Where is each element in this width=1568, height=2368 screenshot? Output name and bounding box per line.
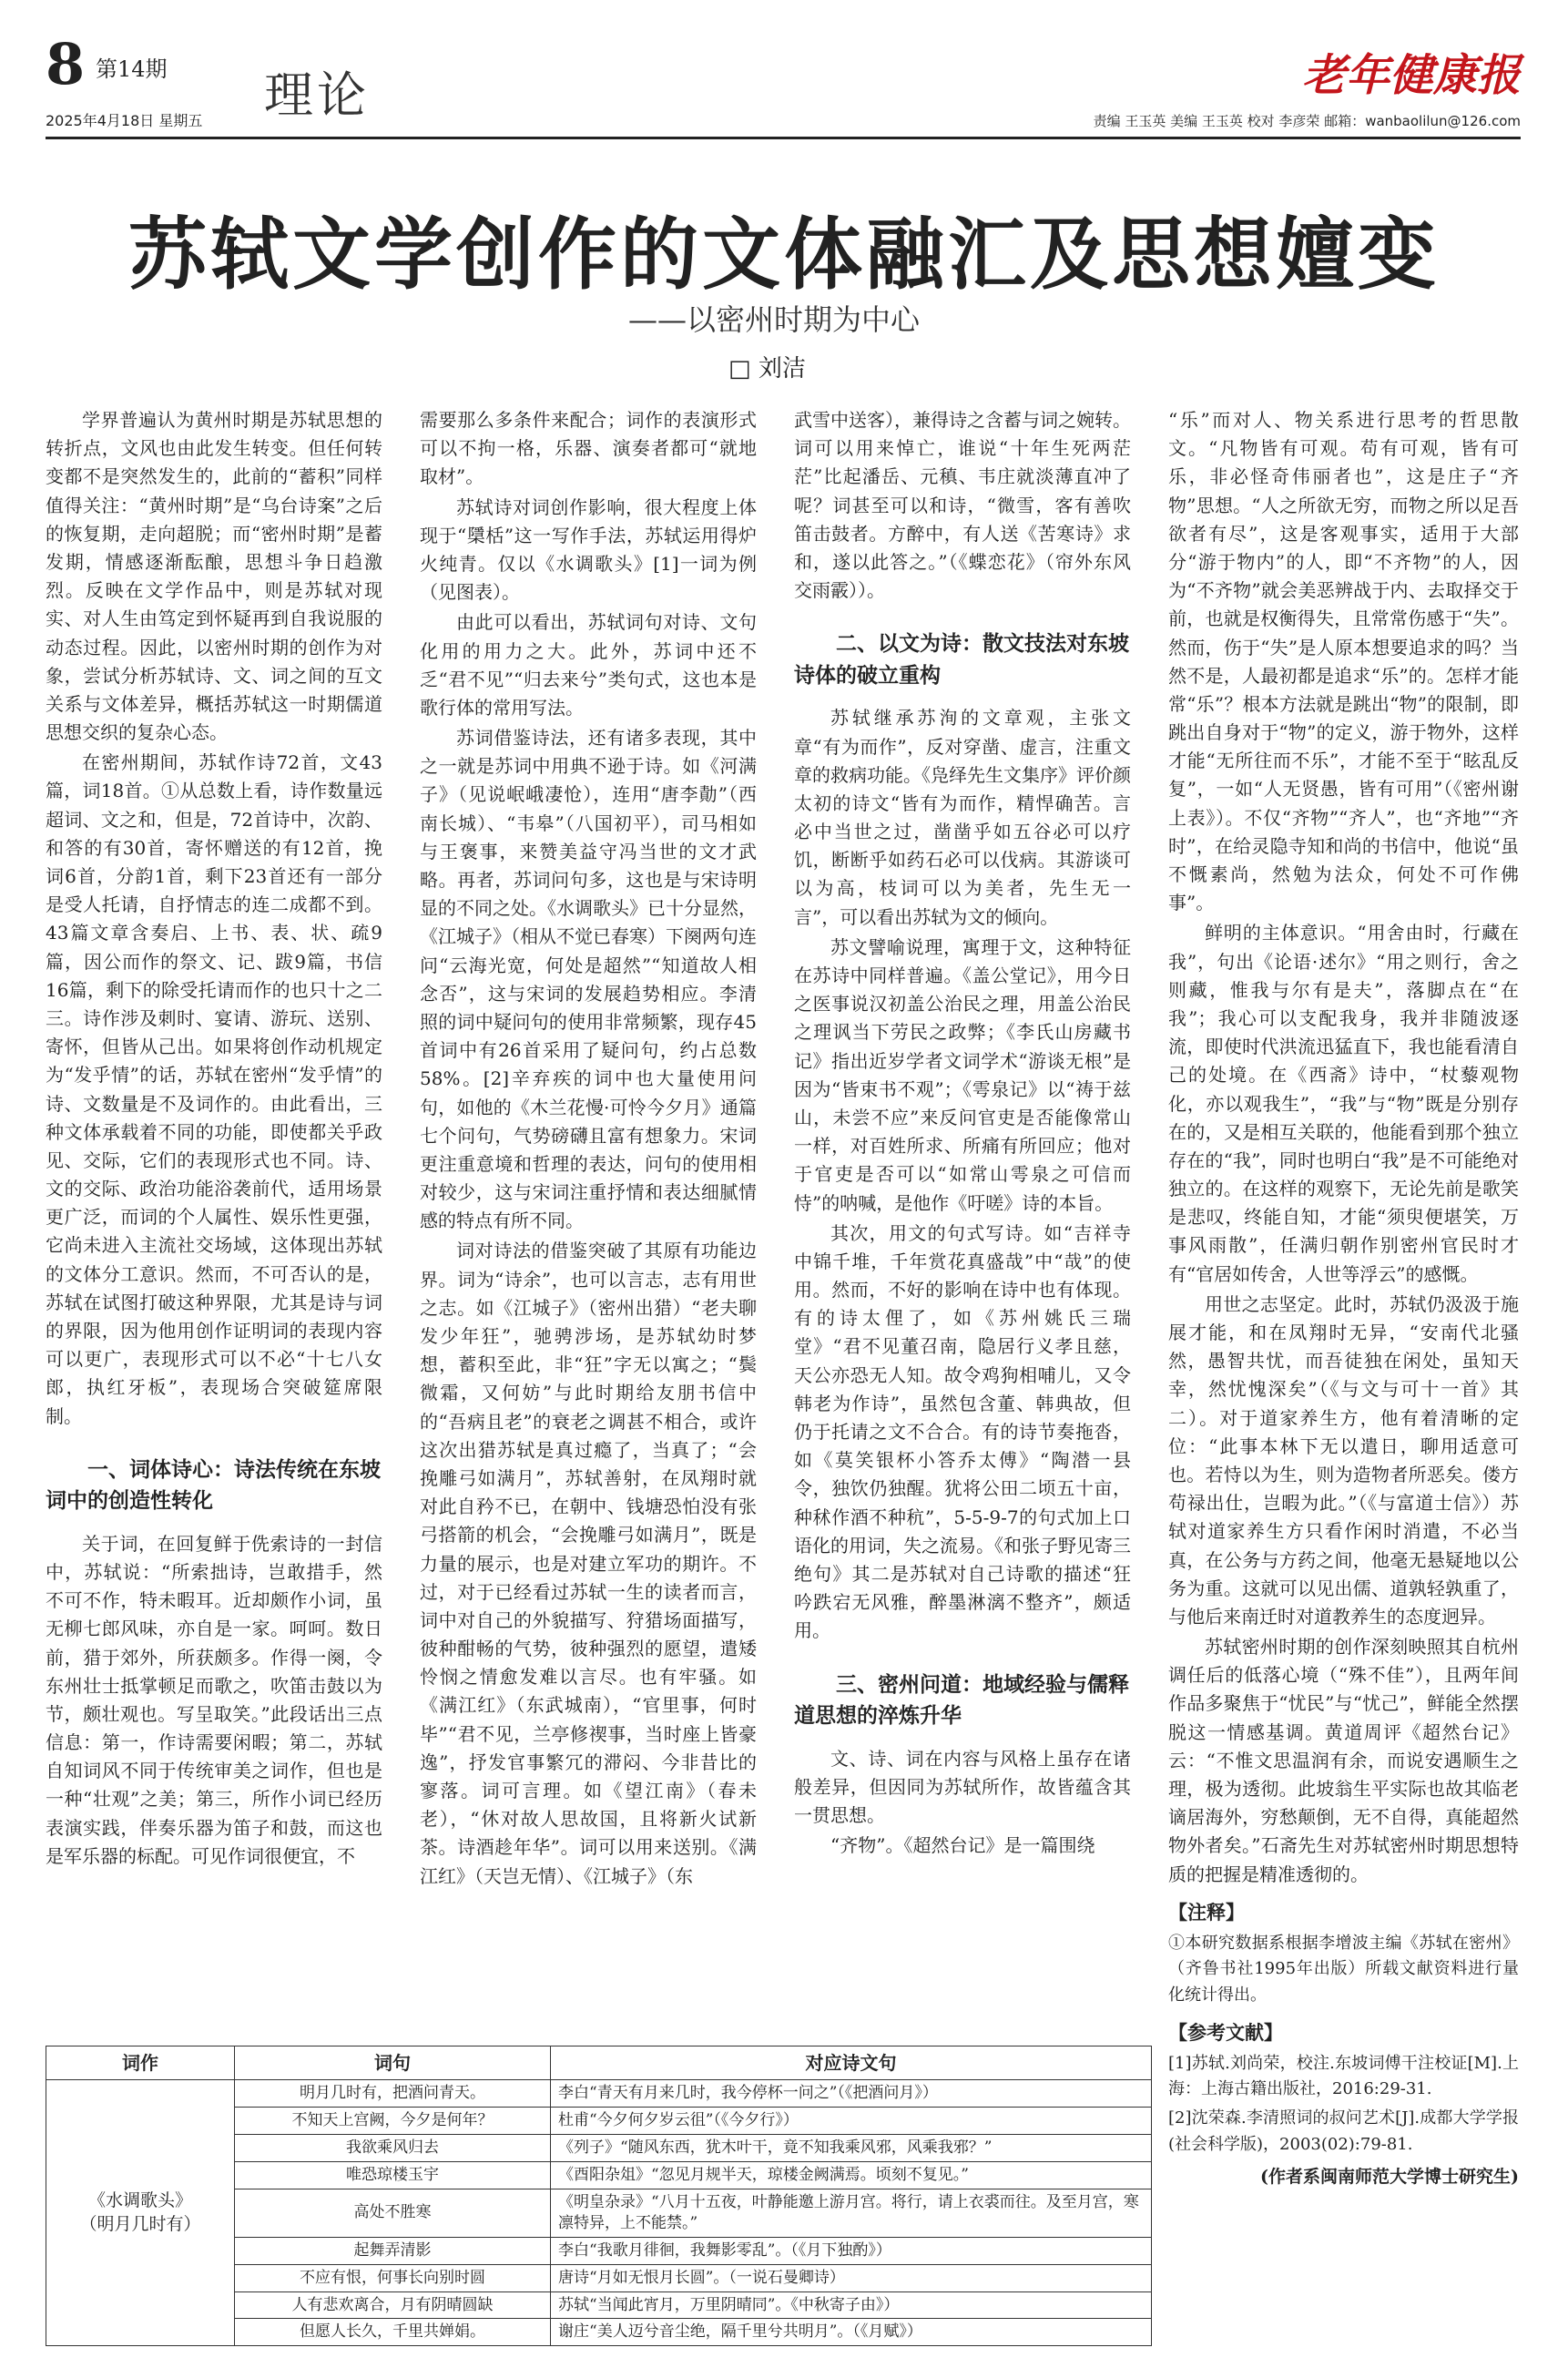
source-cell: 唐诗“月如无恨月长圆”。（一说石曼卿诗） bbox=[551, 2264, 1152, 2291]
reference-item: [2]沈荣森.李清照词的叔问艺术[J].成都大学学报(社会科学版)，2003(02):79-81. bbox=[1168, 2108, 1519, 2155]
paragraph: 苏轼密州时期的创作深刻映照其自杭州调任后的低落心境（“殊不佳”），且两年间作品多聚焦于“忧民”与“忧己”，鲜能全然摆脱这一情感基调。黄道周评《超然台记》云：“不惟文思温润有余，而说安遇顺生之理，极为透彻。此坡翁生平实际也故其临老谪居海外，穷愁颠倒，无不自得，真能超然物外者矣。”石斋先生对苏轼密州时期思想特质的把握是精准透彻的。 bbox=[1168, 1636, 1519, 1885]
column-2 bbox=[420, 406, 757, 1893]
author-affiliation: (作者系闽南师范大学博士研究生) bbox=[1260, 2166, 1519, 2187]
column-3 bbox=[794, 406, 1131, 1862]
lyric-cell: 高处不胜寒 bbox=[235, 2189, 551, 2237]
source-cell: 《酉阳杂俎》“忽见月规半天，琼楼金阙满焉。顷刻不复见。” bbox=[551, 2161, 1152, 2189]
editor-credits: 责编 王玉英 美编 王玉英 校对 李彦荣 邮箱：wanbaolilun@126.com bbox=[1093, 113, 1521, 129]
paragraph: 学界普遍认为黄州时期是苏轼思想的转折点，文风也由此发生转变。但任何转变都不是突然发生的，此前的“蓄积”同样值得关注：“黄州时期”是“乌台诗案”之后的恢复期，走向超脱；而“密州时期”是蓄发期，情感逐渐酝酿，思想斗争日趋激烈。反映在文学作品中，则是苏轼对现实、对人生由笃定到怀疑再到自我说服的动态过程。因此，以密州时期的创作为对象，尝试分析苏轼诗、文、词之间的互文关系与文体差异，概括苏轼这一时期儒道思想交织的复杂心态。 bbox=[46, 409, 382, 744]
work-title-cell: 《水调歌头》 （明月几时有） bbox=[46, 2080, 235, 2346]
paragraph: 苏词借鉴诗法，还有诸多表现，其中之一就是苏词中用典不逊于诗。如《河满子》（见说岷峨凄怆），连用“唐李勣”（西南长城）、“韦皋”（八国初平），司马相如与王褒事，来赞美益守冯当世的文才武略。再者，苏词问句多，这也是与宋诗明显的不同之处。《水调歌头》已十分显然，《江城子》（相从不觉已春寒）下阕两句连问“云海光宽，何处是超然”“知道故人相念否”，这与宋词的发展趋势相应。李清照的词中疑问句的使用非常频繁，现存45首词中有26首采用了疑问句，约占总数58%。[2]辛弃疾的词中也大量使用问句，如他的《木兰花慢·可怜今夕月》通篇七个问句，气势磅礴且富有想象力。宋词更注重意境和哲理的表达，问句的使用相对较少，这与宋词注重抒情和表达细腻情感的特点有所不同。 bbox=[420, 727, 757, 1232]
header-divider bbox=[46, 137, 1521, 139]
section-heading-3: 三、密州问道：地域经验与儒释道思想的淬炼升华 bbox=[794, 1672, 1129, 1728]
newspaper-logo: 老年健康报 bbox=[1301, 50, 1521, 101]
reference-item: [1]苏轼.刘尚荣，校注.东坡词傅干注校证[M].上海：上海古籍出版社，2016:29-31. bbox=[1168, 2053, 1519, 2099]
paragraph: 关于词，在回复鲜于侁索诗的一封信中，苏轼说：“所索拙诗，岂敢措手，然不可不作，特未暇耳。近却颇作小词，虽无柳七郎风味，亦自是一家。呵呵。数日前，猎于郊外，所获颇多。作得一阕，令东州壮士抵掌顿足而歌之，吹笛击鼓以为节，颇壮观也。写呈取笑。”此段话出三点信息：第一，作诗需要闲暇；第二，苏轼自知词风不同于传统审美之词作，但也是一种“壮观”之美；第三，所作小词已经历表演实践，伴奏乐器为笛子和鼓，而这也是军乐器的标配。可见作词很便宜，不 bbox=[46, 1532, 382, 1867]
note-item: ①本研究数据系根据李增波主编《苏轼在密州》（齐鲁书社1995年出版）所载文献资料进行量化统计得出。 bbox=[1168, 1933, 1519, 2006]
lyric-cell: 不应有恨，何事长向别时圆 bbox=[235, 2264, 551, 2291]
lyric-cell: 唯恐琼楼玉宇 bbox=[235, 2161, 551, 2189]
column-header: 词句 bbox=[235, 2046, 551, 2080]
page-header bbox=[46, 31, 1521, 129]
section-title: 理论 bbox=[264, 66, 370, 124]
source-cell: 李白“青天有月来几时，我今停杯一问之”（《把酒问月》） bbox=[551, 2080, 1152, 2108]
source-cell: 谢庄“美人迈兮音尘绝，隔千里兮共明月”。（《月赋》） bbox=[551, 2319, 1152, 2346]
source-cell: 《列子》“随风东西，犹木叶干，竟不知我乘风邪，风乘我邪？” bbox=[551, 2134, 1152, 2161]
column-4 bbox=[1168, 406, 1519, 2190]
lyric-cell: 不知天上宫阙，今夕是何年？ bbox=[235, 2107, 551, 2134]
section-heading-1: 一、词体诗心：诗法传统在东坡词中的创造性转化 bbox=[46, 1457, 381, 1514]
lyric-cell: 但愿人长久，千里共婵娟。 bbox=[235, 2319, 551, 2346]
lyric-cell: 人有悲欢离合，月有阴晴圆缺 bbox=[235, 2291, 551, 2319]
column-1 bbox=[46, 406, 382, 1873]
source-cell: 杜甫“今夕何夕岁云徂”（《今夕行》） bbox=[551, 2107, 1152, 2134]
page-number: 8 bbox=[46, 31, 86, 97]
article-author: □ 刘洁 bbox=[728, 355, 806, 383]
issue-date: 2025年4月18日 星期五 bbox=[46, 112, 203, 129]
column-header: 对应诗文句 bbox=[551, 2046, 1152, 2080]
source-cell: 苏轼“当闻此宵月，万里阴晴同”。《中秋寄子由》） bbox=[551, 2291, 1152, 2319]
paragraph: 需要那么多条件来配合；词作的表演形式可以不拘一格，乐器、演奏者都可“就地取材”。 bbox=[420, 409, 757, 488]
lyric-cell: 起舞弄清影 bbox=[235, 2237, 551, 2264]
section-heading-2: 二、以文为诗：散文技法对东坡诗体的破立重构 bbox=[794, 632, 1129, 688]
source-cell: 《明皇杂录》“八月十五夜，叶静能邀上游月宫。将行，请上衣裘而往。及至月宫，寒凛特异，上不能禁。” bbox=[551, 2189, 1152, 2237]
paragraph: 苏轼继承苏洵的文章观，主张文章“有为而作”，反对穿凿、虚言，注重文章的救病功能。《凫绎先生文集序》评价颜太初的诗文“皆有为而作，精悍确苦。言必中当世之过，凿凿乎如五谷必可以疗饥，断断乎如药石必可以伐病。其游谈可以为高，枝词可以为美者，先生无一言”，可以看出苏轼为文的倾向。 bbox=[794, 707, 1131, 928]
paragraph: 苏轼诗对词创作影响，很大程度上体现于“檃栝”这一写作手法，苏轼运用得炉火纯青。仅以《水调歌头》[1]一词为例（见图表）。 bbox=[420, 495, 757, 604]
paragraph: 用世之志坚定。此时，苏轼仍汲汲于施展才能，和在凤翔时无异，“安南代北骚然，愚智共忧，而吾徒独在闲处，虽知天幸，然忧愧深矣”（《与文与可十一首》其二）。对于道家养生方，他有着清晰的定位：“此事本林下无以遣日，聊用适意可也。若恃以为生，则为造物者所恶矣。偻方苟禄出仕，岂暇为此。”（《与富道士信》）苏轼对道家养生方只看作闲时消遣，不必当真，在公务与方药之间，他毫无悬疑地以公务为重。这就可以见出儒、道孰轻孰重了，与他后来南迁时对道教养生的态度迥异。 bbox=[1168, 1292, 1519, 1628]
table-header-row bbox=[46, 2046, 1152, 2080]
paragraph: “乐”而对人、物关系进行思考的哲思散文。“凡物皆有可观。苟有可观，皆有可乐，非必怪奇伟丽者也”，这是庄子“齐物”思想。“人之所欲无穷，而物之所以足吾欲者有尽”，这是客观事实，适用于大部分“游于物内”的人，即“不齐物”的人，因为“不齐物”就会美恶辨战于内、去取择交于前，也就是权衡得失，且常常伤感于“失”。然而，伤于“失”是人原本想要追求的吗？当然不是，人最初都是追求“乐”的。怎样才能常“乐”？根本方法就是跳出“物”的限制，即跳出自身对于“物”的定义，游于物外，这样才能“无所往而不乐”，才能不至于“眩乱反复”，一如“人无贤愚，皆有可用”（《密州谢上表》）。不仅“齐物”“齐人”，也“齐地”“齐时”，在给灵隐寺知和尚的书信中，他说“虽不慨素尚，然勉为法众，何处不可作佛事”。 bbox=[1168, 409, 1519, 914]
source-cell: 李白“我歌月徘徊，我舞影零乱”。（《月下独酌》） bbox=[551, 2237, 1152, 2264]
table-row bbox=[46, 2080, 1152, 2108]
table-body bbox=[46, 2080, 1152, 2346]
paragraph: 武雪中送客），兼得诗之含蓄与词之婉转。词可以用来悼亡，谁说“十年生死两茫茫”比起潘岳、元稹、韦庄就淡薄直冲了呢？词甚至可以和诗，“微雪，客有善吹笛击鼓者。方醉中，有人送《苦寒诗》求和，遂以此答之。”（《蝶恋花》（帘外东风交雨霰））。 bbox=[794, 409, 1131, 602]
lyric-cell: 明月几时有，把酒问青天。 bbox=[235, 2080, 551, 2108]
references-title: 【参考文献】 bbox=[1168, 2021, 1283, 2044]
issue-number: 第14期 bbox=[96, 56, 168, 82]
paragraph: “齐物”。《超然台记》是一篇围绕 bbox=[830, 1834, 1095, 1857]
notes-title: 【注释】 bbox=[1168, 1901, 1245, 1924]
paragraph: 苏文譬喻说理，寓理于文，这种特征在苏诗中同样普遍。《盖公堂记》，用今日之医事说汉初盖公治民之理，用盖公治民之理讽当下劳民之政弊；《李氏山房藏书记》指出近岁学者文词学术“游谈无根”是因为“皆束书不观”；《雩泉记》以“祷于兹山，未尝不应”来反问官吏是否能像常山一样，对百姓所求、所痛有所回应；他对于官吏是否可以“如常山雩泉之可信而恃”的呐喊，是他作《吁嗟》诗的本旨。 bbox=[794, 935, 1131, 1214]
paragraph: 鲜明的主体意识。“用舍由时，行藏在我”，句出《论语·述尔》“用之则行，舍之则藏，惟我与尔有是夫”，落脚点在“在我”；我心可以支配我身，我并非随波逐流，即使时代洪流迅猛直下，我也能看清自己的处境。在《西斋》诗中，“杖藜观物化，亦以观我生”，“我”与“物”既是分别存在的，又是相互关联的，他能看到那个独立存在的“我”，同时也明白“我”是不可能绝对独立的。在这样的观察下，无论先前是歌笑是悲叹，终能自知，才能“须臾便堪笑，万事风雨散”，任满归朝作别密州官民时才有“官居如传舍，人世等浮云”的感慨。 bbox=[1168, 922, 1519, 1285]
article-subtitle: ——以密州时期为中心 bbox=[628, 302, 921, 337]
paragraph: 其次，用文的句式写诗。如“吉祥寺中锦千堆，千年赏花真盛哉”中“哉”的使用。然而，不好的影响在诗中也有体现。有的诗太俚了，如《苏州姚氏三瑞堂》“君不见董召南，隐居行义孝且慈，天公亦恐无人知。故令鸡狗相哺儿，又令韩老为作诗”，虽然包含董、韩典故，但仍于托请之文不合合。有的诗节奏拖沓，如《莫笑银杯小答乔太傅》“陶潜一县令，独饮仍独醒。犹将公田二顷五十亩，种秫作酒不种秔”，5-5-9-7的句式加上口语化的用词，失之流易。《和张子野见寄三绝句》其二是苏轼对自己诗歌的描述“狂吟跌宕无风雅，醉墨淋漓不整齐”，颇适用。 bbox=[794, 1221, 1131, 1642]
column-header: 词作 bbox=[46, 2046, 235, 2080]
paragraph: 词对诗法的借鉴突破了其原有功能边界。词为“诗余”，也可以言志，志有用世之志。如《江城子》（密州出猎）“老夫聊发少年狂”，驰骋涉场，是苏轼幼时梦想，蓄积至此，非“狂”字无以寓之；“鬓微霜，又何妨”与此时期给友朋书信中的“吾病且老”的衰老之调甚不相合，或许这次出猎苏轼是真过瘾了，当真了；“会挽雕弓如满月”，苏轼善射，在凤翔时就对此自矜不已，在朝中、钱塘恐怕没有张弓搭箭的机会，“会挽雕弓如满月”，既是力量的展示，也是对建立军功的期许。不过，对于已经看过苏轼一生的读者而言，词中对自己的外貌描写、狩猎场面描写，彼种酣畅的气势，彼种强烈的愿望，遣矮怜悯之情愈发难以言尽。也有牢骚。如《满江红》（东武城南），“官里事，何时毕”“君不见，兰亭修禊事，当时座上皆豪逸”，抒发官事繁冗的滞闷、今非昔比的寥落。词可言理。如《望江南》（春未老），“休对故人思故国，且将新火试新茶。诗酒趁年华”。词可以用来送别。《满江红》（天岂无情）、《江城子》（东 bbox=[420, 1240, 757, 1887]
article-title: 苏轼文学创作的文体融汇及思想嬗变 bbox=[128, 209, 1440, 301]
comparison-table bbox=[46, 2046, 1152, 2346]
paragraph: 在密州期间，苏轼作诗72首，文43篇，词18首。①从总数上看，诗作数量远超词、文之和，但是，72首诗中，次韵、和答的有30首，寄怀赠送的有12首，挽词6首，分韵1首，剩下23首还有一部分是受人托请，自抒情志的连二成都不到。43篇文章含奏启、上书、表、状、疏9篇，因公而作的祭文、记、跋9篇，书信16篇，剩下的除受托请而作的也只十之二三。诗作涉及刺时、宴请、游玩、送别、寄怀，但皆从己出。如果将创作动机规定为“发乎情”的话，苏轼在密州“发乎情”的诗、文数量是不及词作的。由此看出，三种文体承载着不同的功能，即使都关乎政见、交际，它们的表现形式也不同。诗、文的交际、政治功能浴袭前代，适用场景更广泛，而词的个人属性、娱乐性更强，它尚未进入主流社交场域，这体现出苏轼的文体分工意识。然而，不可否认的是，苏轼在试图打破这种界限，尤其是诗与词的界限，因为他用创作证明词的表现内容可以更广，表现形式可以不必“十七八女郎，执红牙板”，表现场合突破筵席限制。 bbox=[46, 751, 382, 1427]
paragraph: 文、诗、词在内容与风格上虽存在诸般差异，但因同为苏轼所作，故皆蕴含其一贯思想。 bbox=[794, 1747, 1131, 1826]
paragraph: 由此可以看出，苏轼词句对诗、文句化用的用力之大。此外，苏词中还不乏“君不见”“归去来兮”类句式，这也本是歌行体的常用写法。 bbox=[420, 611, 757, 719]
lyric-cell: 我欲乘风归去 bbox=[235, 2134, 551, 2161]
